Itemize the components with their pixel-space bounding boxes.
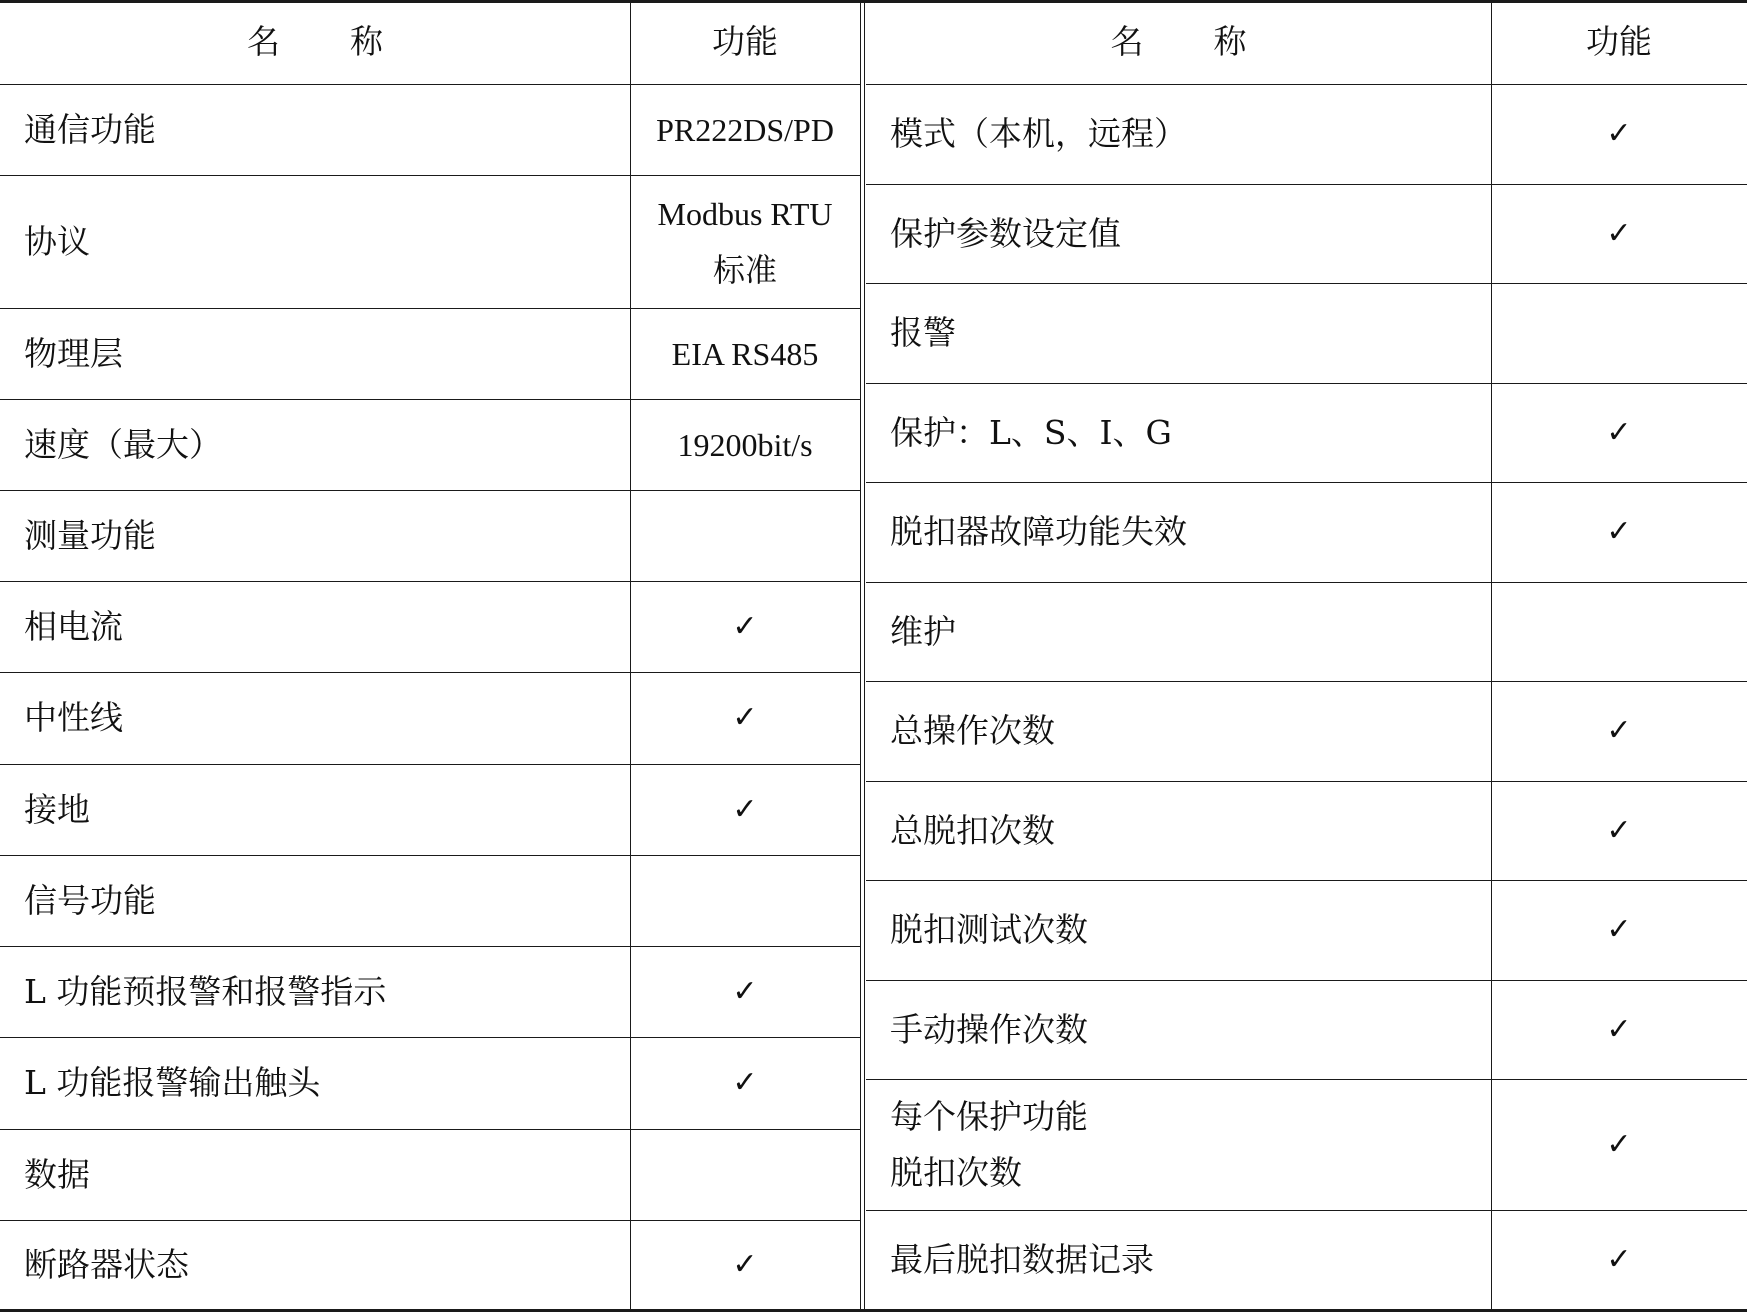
right-row-value [1491, 681, 1747, 781]
right-row-name [866, 1079, 1491, 1210]
left-row-name-text: 断路器状态 [24, 1245, 189, 1284]
left-row-name [0, 490, 630, 581]
table-rule [866, 781, 1747, 782]
right-row-value [1491, 980, 1747, 1079]
left-row-value-text: PR222DS/PD [656, 111, 834, 148]
right-row-name-text: 最后脱扣数据记录 [890, 1240, 1154, 1279]
table-rule [0, 1037, 860, 1038]
table-rule [0, 490, 860, 491]
check-mark-icon: ✓ [732, 973, 758, 1009]
table-rule [866, 681, 1747, 682]
check-mark-icon: ✓ [1606, 514, 1632, 549]
right-header-name [866, 0, 1491, 84]
left-row-value-text: EIA RS485 [671, 335, 819, 372]
left-row-name [0, 672, 630, 764]
right-row-name [866, 383, 1491, 482]
table-rule [866, 482, 1747, 483]
table-rule [860, 0, 861, 1310]
left-row-name-text: 数据 [24, 1154, 90, 1194]
left-row-value [630, 855, 860, 946]
table-rule [866, 880, 1747, 881]
left-row-value [630, 1129, 860, 1220]
right-row-name-text: 保护参数设定值 [890, 213, 1121, 253]
left-row-name [0, 308, 630, 399]
right-header-func: 功能 [1586, 22, 1652, 61]
right-row-name-text: 每个保护功能 脱扣次数 [890, 1096, 1088, 1192]
left-row-value [630, 175, 860, 308]
left-row-name-text: 相电流 [24, 606, 123, 646]
left-row-value [630, 581, 860, 672]
check-mark-icon: ✓ [1606, 812, 1632, 848]
table-rule [0, 1129, 860, 1130]
right-row-name [866, 980, 1491, 1079]
right-row-value [1491, 1210, 1747, 1310]
right-row-name-text: 总脱扣次数 [890, 810, 1055, 850]
right-row-name-text: 保护：L、S、I、G [890, 412, 1172, 452]
left-row-name [0, 764, 630, 855]
left-header-func: 功能 [712, 22, 778, 61]
table-rule [0, 175, 860, 176]
right-row-value [1491, 582, 1747, 681]
table-rule [866, 184, 1747, 185]
right-row-name [866, 582, 1491, 681]
left-row-name-text: 接地 [24, 789, 90, 829]
check-mark-icon: ✓ [1606, 215, 1632, 251]
table-rule [0, 581, 860, 582]
left-row-name-text: 协议 [24, 221, 90, 261]
left-row-name-text: 中性线 [24, 698, 123, 737]
right-row-value [1491, 1079, 1747, 1210]
right-row-name [866, 283, 1491, 383]
table-rule [0, 1220, 860, 1221]
left-row-name [0, 1220, 630, 1310]
right-row-name [866, 880, 1491, 980]
check-mark-icon: ✓ [1606, 414, 1632, 450]
table-rule [866, 1210, 1747, 1211]
left-header-name-b: 称 [350, 22, 383, 61]
right-row-name [866, 681, 1491, 781]
table-rule [866, 1079, 1747, 1080]
right-row-value [1491, 781, 1747, 880]
table-rule [0, 0, 1747, 3]
table-rule [866, 283, 1747, 284]
right-row-name [866, 781, 1491, 880]
left-row-value [630, 764, 860, 855]
right-row-value [1491, 383, 1747, 482]
table-rule [0, 946, 860, 947]
left-row-name [0, 399, 630, 490]
right-row-value [1491, 84, 1747, 184]
table-rule [630, 0, 631, 1310]
left-row-name [0, 1129, 630, 1220]
right-row-name-text: 脱扣器故障功能失效 [890, 512, 1187, 551]
left-row-value [630, 672, 860, 764]
table-rule [866, 383, 1747, 384]
right-row-name-text: 维护 [890, 611, 956, 651]
left-row-value [630, 490, 860, 581]
check-mark-icon: ✓ [732, 1065, 758, 1100]
left-row-value-text: Modbus RTU 标准 [657, 195, 833, 288]
left-header-name-a: 名 [247, 22, 280, 61]
left-row-name [0, 946, 630, 1037]
check-mark-icon: ✓ [1606, 1242, 1632, 1277]
table-rule [1491, 0, 1492, 1310]
check-mark-icon: ✓ [1606, 713, 1632, 748]
check-mark-icon: ✓ [732, 791, 758, 827]
table-rule [866, 582, 1747, 583]
right-row-value [1491, 184, 1747, 283]
table-rule [0, 672, 860, 673]
table-rule [0, 308, 860, 309]
left-row-name-text: 测量功能 [24, 515, 156, 555]
left-row-name [0, 84, 630, 175]
left-row-value [630, 399, 860, 490]
left-header-name [0, 0, 630, 84]
left-row-name [0, 855, 630, 946]
left-row-value-text: 19200bit/s [677, 426, 813, 463]
right-row-name-text: 脱扣测试次数 [890, 910, 1088, 949]
left-row-name [0, 175, 630, 308]
right-row-name-text: 模式（本机，远程） [890, 114, 1187, 153]
left-row-value [630, 1220, 860, 1310]
table-rule [866, 84, 1747, 85]
table-rule [0, 84, 860, 85]
check-mark-icon: ✓ [732, 1247, 758, 1282]
left-row-name [0, 1037, 630, 1129]
left-row-name-text: L 功能预报警和报警指示 [24, 971, 387, 1011]
left-row-name-text: 信号功能 [24, 880, 156, 920]
right-row-name [866, 184, 1491, 283]
left-row-name-text: L 功能报警输出触头 [24, 1063, 321, 1102]
check-mark-icon: ✓ [732, 608, 758, 644]
table-rule [0, 764, 860, 765]
table-rule [0, 855, 860, 856]
right-row-name [866, 482, 1491, 582]
check-mark-icon: ✓ [1606, 1126, 1632, 1162]
left-row-name-text: 通信功能 [24, 109, 156, 149]
left-row-value [630, 308, 860, 399]
check-mark-icon: ✓ [1606, 1011, 1632, 1047]
right-row-value [1491, 880, 1747, 980]
right-row-name-text: 手动操作次数 [890, 1009, 1088, 1049]
table-rule [0, 399, 860, 400]
left-row-name-text: 速度（最大） [24, 424, 222, 464]
right-row-name [866, 1210, 1491, 1310]
left-row-value [630, 1037, 860, 1129]
right-row-value [1491, 482, 1747, 582]
check-mark-icon: ✓ [1606, 116, 1632, 151]
check-mark-icon: ✓ [1606, 912, 1632, 947]
table-rule [864, 0, 865, 1310]
check-mark-icon: ✓ [732, 700, 758, 735]
left-row-value [630, 946, 860, 1037]
right-row-value [1491, 283, 1747, 383]
right-row-name-text: 报警 [890, 313, 956, 352]
table-rule [866, 980, 1747, 981]
right-header-name-b: 称 [1213, 22, 1247, 61]
left-row-name [0, 581, 630, 672]
left-row-name-text: 物理层 [24, 333, 123, 373]
right-row-name [866, 84, 1491, 184]
left-row-value [630, 84, 860, 175]
right-header-name-a: 名 [1110, 22, 1144, 61]
right-row-name-text: 总操作次数 [890, 711, 1055, 750]
